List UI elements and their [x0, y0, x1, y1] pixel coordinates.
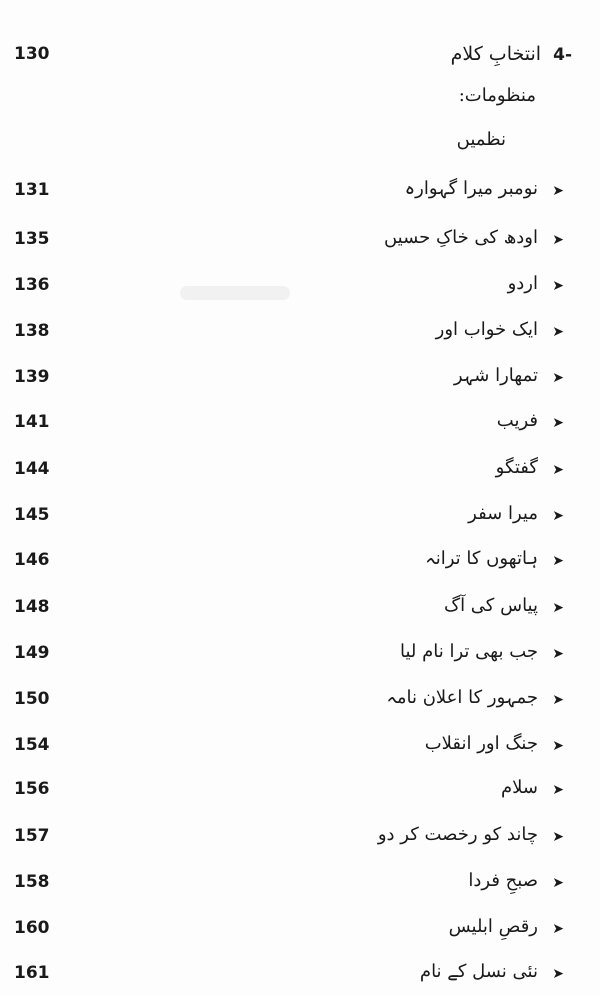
toc-item: [0, 735, 600, 765]
heading-number: 4-: [553, 45, 572, 65]
toc-item-title: سلام: [501, 777, 538, 798]
toc-item-page: 138: [14, 321, 50, 341]
toc-item-page: 149: [14, 643, 50, 663]
toc-item-page: 161: [14, 963, 50, 983]
toc-item-page: 148: [14, 597, 50, 617]
toc-item: [0, 779, 600, 809]
toc-item-title: پیاس کی آگ: [443, 595, 538, 616]
arrow-bullet-icon: ➤: [552, 921, 564, 937]
arrow-bullet-icon: ➤: [552, 508, 564, 524]
toc-item-page: 139: [14, 367, 50, 387]
toc-item-page: 135: [14, 229, 50, 249]
toc-item-page: 141: [14, 412, 50, 432]
toc-item-title: جمہور کا اعلان نامہ: [386, 687, 538, 708]
toc-item: [0, 321, 600, 351]
arrow-bullet-icon: ➤: [552, 553, 564, 569]
toc-item-page: 156: [14, 779, 50, 799]
toc-item: [0, 643, 600, 673]
arrow-bullet-icon: ➤: [552, 278, 564, 294]
arrow-bullet-icon: ➤: [552, 324, 564, 340]
toc-item-title: اردو: [507, 273, 538, 294]
arrow-bullet-icon: ➤: [552, 462, 564, 478]
toc-item: [0, 459, 600, 489]
toc-item: [0, 275, 600, 305]
toc-item-title: رقصِ ابلیس: [448, 916, 538, 937]
toc-item: [0, 597, 600, 627]
heading-title: [451, 42, 572, 67]
toc-item-page: 146: [14, 550, 50, 570]
toc-item-title: فریب: [496, 410, 538, 431]
toc-item: [0, 963, 600, 993]
arrow-bullet-icon: ➤: [552, 875, 564, 891]
toc-item-title: میرا سفر: [468, 503, 538, 524]
arrow-bullet-icon: ➤: [552, 370, 564, 386]
toc-item: [0, 689, 600, 719]
toc-item-title: نئی نسل کے نام: [419, 961, 538, 982]
toc-item: [0, 229, 600, 259]
toc-item-title: نومبر میرا گہوارہ: [404, 178, 538, 199]
arrow-bullet-icon: ➤: [552, 829, 564, 845]
toc-item-title: جنگ اور انقلاب: [424, 733, 538, 754]
toc-item-page: 158: [14, 872, 50, 892]
toc-item: [0, 550, 600, 580]
toc-item-title: گفتگو: [495, 457, 538, 478]
toc-item: [0, 180, 600, 210]
arrow-bullet-icon: ➤: [552, 232, 564, 248]
toc-item-page: 131: [14, 180, 50, 200]
toc-item-title: ہاتھوں کا ترانہ: [425, 548, 538, 569]
toc-item-title: جب بھی ترا نام لیا: [400, 641, 538, 662]
arrow-bullet-icon: ➤: [552, 782, 564, 798]
arrow-bullet-icon: ➤: [552, 692, 564, 708]
toc-item-title: تمھارا شہر: [453, 365, 538, 386]
toc-item-page: 136: [14, 275, 50, 295]
arrow-bullet-icon: ➤: [552, 600, 564, 616]
toc-item-title: ایک خواب اور: [435, 319, 538, 340]
toc-item: [0, 918, 600, 948]
subsection-title: نظمیں: [456, 129, 506, 150]
toc-item-page: 150: [14, 689, 50, 709]
toc-item: [0, 412, 600, 442]
toc-item-page: 160: [14, 918, 50, 938]
toc-item: [0, 505, 600, 535]
toc-item-page: 154: [14, 735, 50, 755]
toc-item-page: 157: [14, 826, 50, 846]
heading-title-text: انتخابِ کلام: [450, 43, 542, 65]
toc-item: [0, 826, 600, 856]
toc-item-title: صبحِ فردا: [468, 870, 538, 891]
toc-item-title: چاند کو رخصت کر دو: [377, 824, 538, 845]
arrow-bullet-icon: ➤: [552, 966, 564, 982]
heading-page-number: 130: [14, 44, 50, 64]
arrow-bullet-icon: ➤: [552, 646, 564, 662]
arrow-bullet-icon: ➤: [552, 738, 564, 754]
toc-item-title: اودھ کی خاکِ حسیں: [383, 227, 538, 248]
toc-item: [0, 367, 600, 397]
arrow-bullet-icon: ➤: [552, 415, 564, 431]
toc-item-page: 145: [14, 505, 50, 525]
arrow-bullet-icon: ➤: [552, 183, 564, 199]
toc-item-page: 144: [14, 459, 50, 479]
toc-item: [0, 872, 600, 902]
section-title: منظومات:: [458, 85, 536, 106]
